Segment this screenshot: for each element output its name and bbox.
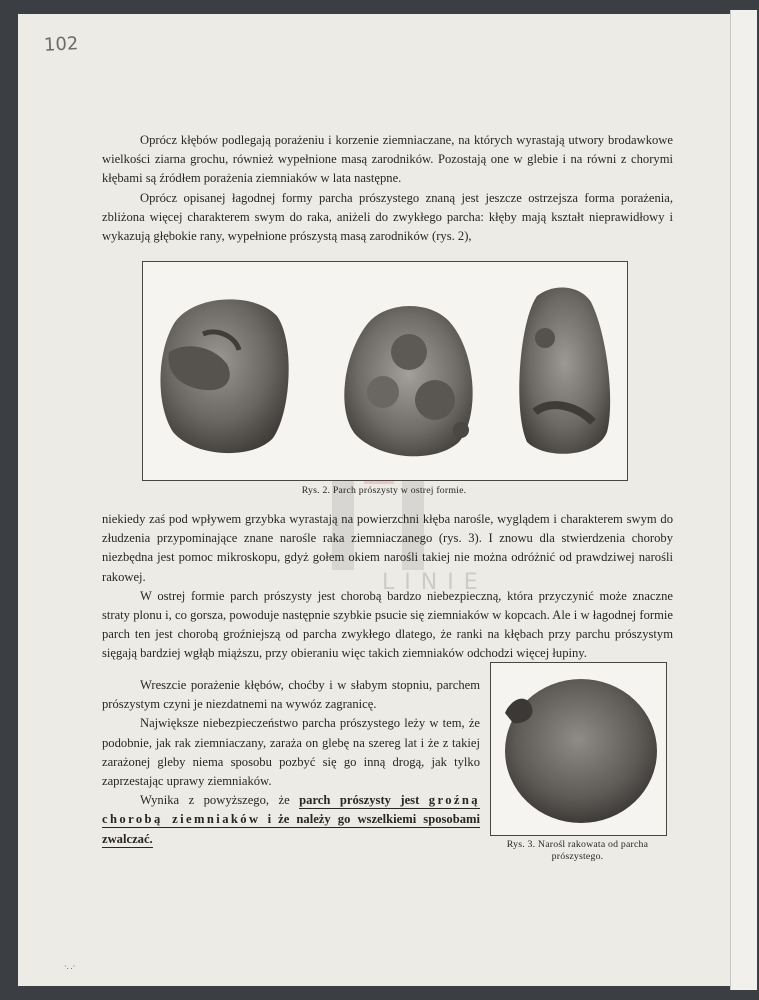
conclusion-bold-end: i że należy go wszelkiemi sposobami zwalczać.: [102, 812, 480, 846]
conclusion-paragraph: [102, 791, 480, 849]
paragraph: Największe niebezpieczeństwo parcha prószystego leży w tem, że podobnie, jak rak ziemniaczany, zaraża on glebę na szereg lat i że z takiej zarażonej gleby niema sposobu pozbyć się go inną drogą, jak tylko zaprzestając uprawy ziemniaków.: [102, 716, 480, 789]
middle-text: [102, 510, 673, 664]
next-page-edge: [730, 10, 757, 990]
cancerous-growth-image: [491, 663, 666, 835]
scab-tuber-1-image: [155, 292, 293, 458]
narrow-text: [102, 676, 480, 849]
paragraph: Oprócz opisanej łagodnej formy parcha prószystego znaną jest jeszcze ostrzejsza forma porażenia, zbliżona więcej charakterem swym do raka, aniżeli do zwykłego parcha: kłęby mają kształt nieprawidłowy i wykazują głębokie rany, wypełnione prószystą masą zarodników (rys. 2),: [102, 190, 673, 244]
paragraph: Wreszcie porażenie kłębów, choćby i w słabym stopniu, parchem prószystym czyni je niezdatnemi na wywóz zagranicę.: [102, 678, 480, 712]
figure-3-caption: Rys. 3. Narośl rakowata od parcha prószystego.: [506, 839, 649, 862]
figure-2-photo: [142, 261, 628, 481]
conclusion-lead: Wynika z powyższego, że: [140, 793, 300, 808]
paragraph: niekiedy zaś pod wpływem grzybka wyrastają na powierzchni kłęba narośle, wyglądem i charakterem swym do złudzenia przypominające znane narośle raka ziemniaczanego (rys. 3). I znowu dla stwierdzenia choroby niezbędna jest pomoc mikroskopu, gdyż gołem okiem narośli takiej nie można odróżnić od prawdziwej narośli rakowej.: [102, 512, 673, 584]
paragraph: W ostrej formie parch prószysty jest chorobą bardzo niebezpieczną, która przyczynić może znaczne straty plonu i, co gorsza, powoduje następnie szybkie psucie się ziemniaków w kopcach. Ale i w łagodnej formie parch ten jest chorobą groźniejszą od parcha zwykłego dlatego, że ranki na kłębach przy parchu prószystym sięgają bardziej wgłąb miąższu, przy obieraniu więc takich ziemniaków odchodzi więcej łupiny.: [102, 588, 673, 661]
watermark-text: LINIE: [382, 570, 488, 595]
figure-2-caption: Rys. 2. Parch prószysty w ostrej formie.: [301, 485, 467, 496]
handwritten-page-number: 102: [43, 33, 79, 56]
scab-tuber-2-image: [339, 300, 479, 460]
figure-3-photo: [490, 662, 667, 836]
top-text: [102, 131, 673, 246]
scab-tuber-3-image: [515, 282, 615, 460]
conclusion-bold: parch prószysty jest: [299, 793, 429, 808]
conclusion-spaced: groźną chorobą ziemniaków: [102, 793, 480, 827]
paragraph: Oprócz kłębów podlegają porażeniu i korzenie ziemniaczane, na których wyrastają utwory brodawkowe wielkości ziarna grochu, również wypełnione masą zarodników. Pozostają one w glebie i na równi z chorymi kłębami są źródłem porażenia ziemniaków w lata następne.: [102, 133, 673, 186]
scan-specks: ·. .·: [64, 962, 76, 971]
